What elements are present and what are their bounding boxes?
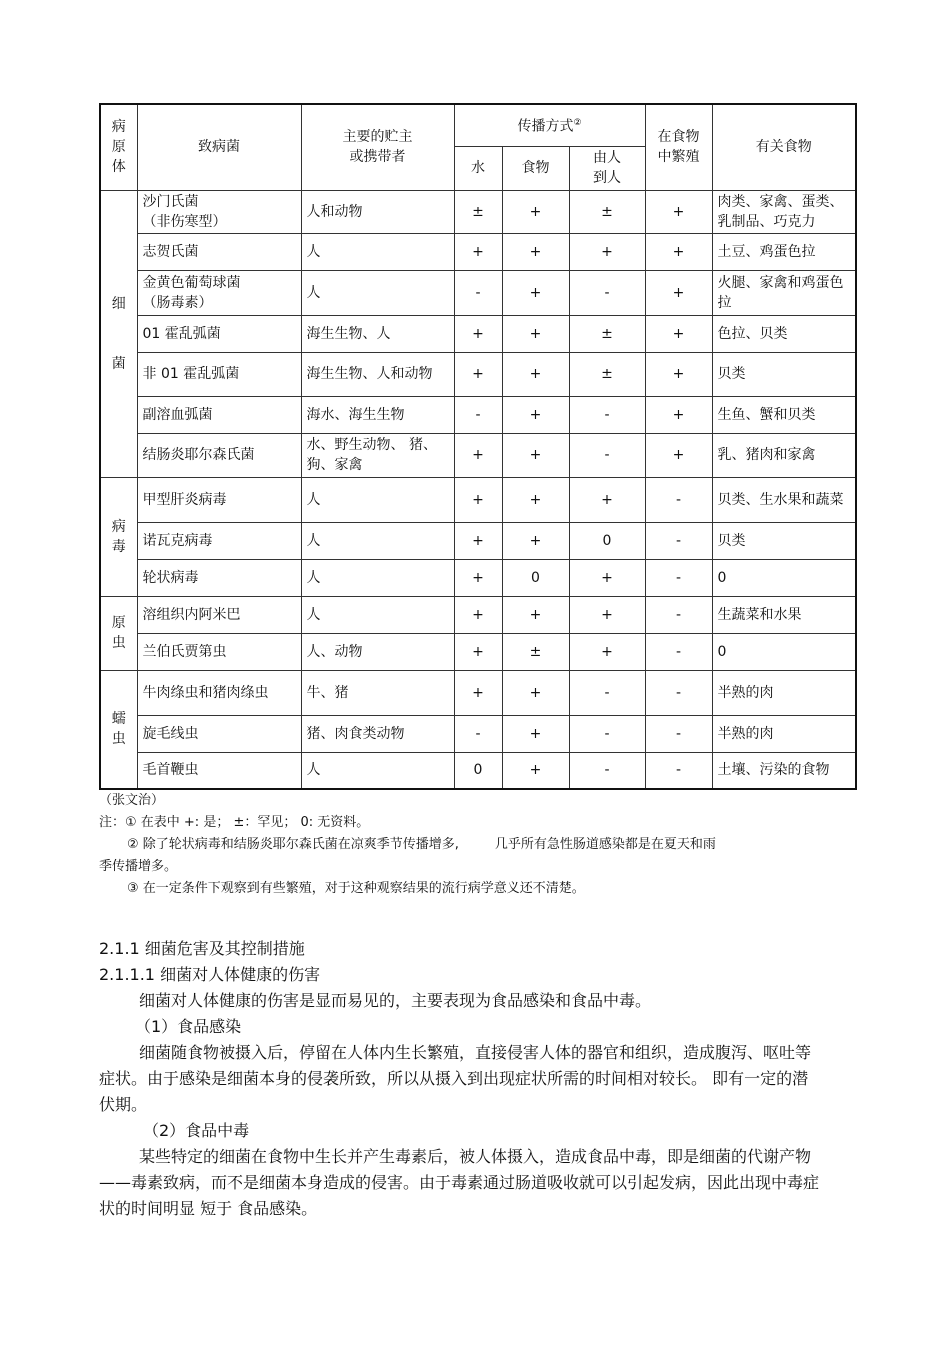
cell-growth: + xyxy=(645,315,712,352)
header-person: 由人 到人 xyxy=(569,146,645,190)
subheading-poisoning: （2）食品中毒 xyxy=(143,1121,250,1140)
cell-growth: - xyxy=(645,477,712,522)
table-row xyxy=(100,233,856,270)
table-row xyxy=(100,477,856,522)
cell-name: 志贺氏菌 xyxy=(137,233,301,270)
cell-food: + xyxy=(502,477,569,522)
cell-name: 兰伯氏贾第虫 xyxy=(137,633,301,670)
cell-foods: 半熟的肉 xyxy=(712,715,856,752)
cell-foods: 肉类、家禽、蛋类、乳制品、巧克力 xyxy=(712,190,856,233)
note-2-part-b: 几乎所有急性肠道感染都是在夏天和雨 xyxy=(494,837,716,852)
cell-food: + xyxy=(502,352,569,396)
paragraph-1: 细菌对人体健康的伤害是显而易见的，主要表现为食品感染和食品中毒。 xyxy=(139,991,652,1010)
cell-reservoir: 人 xyxy=(301,596,454,633)
source-note: （张文治） xyxy=(99,793,165,808)
table-row xyxy=(100,270,856,315)
cell-person: 0 xyxy=(569,522,645,559)
cell-food: + xyxy=(502,596,569,633)
cell-water: + xyxy=(454,633,502,670)
header-group: 病 原 体 xyxy=(100,104,137,190)
cell-foods: 半熟的肉 xyxy=(712,670,856,715)
header-pathogen: 致病菌 xyxy=(137,104,301,190)
cell-food: + xyxy=(502,715,569,752)
cell-reservoir: 人 xyxy=(301,559,454,596)
cell-growth: - xyxy=(645,596,712,633)
cell-water: + xyxy=(454,233,502,270)
paragraph-2: 细菌随食物被摄入后，停留在人体内生长繁殖，直接侵害人体的器官和组织，造成腹泻、呕吐等症状。由于感染是细菌本身的侵袭所致，所以从摄入到出现症状所需的时间相对较长。 即有一定的潜伏期。 xyxy=(99,1043,812,1114)
cell-growth: + xyxy=(645,396,712,433)
cell-growth: + xyxy=(645,433,712,477)
cell-person: + xyxy=(569,233,645,270)
cell-foods: 火腿、家禽和鸡蛋色拉 xyxy=(712,270,856,315)
cell-reservoir: 海水、海生生物 xyxy=(301,396,454,433)
note-2-continued: 季传播增多。 xyxy=(99,859,178,874)
table-row xyxy=(100,633,856,670)
header-transmission xyxy=(454,104,645,146)
cell-growth: + xyxy=(645,233,712,270)
cell-food: + xyxy=(502,315,569,352)
cell-reservoir: 水、野生动物、 猪、狗、家禽 xyxy=(301,433,454,477)
cell-person: - xyxy=(569,270,645,315)
cell-foods: 0 xyxy=(712,559,856,596)
cell-growth: - xyxy=(645,670,712,715)
cell-water: + xyxy=(454,670,502,715)
cell-water: 0 xyxy=(454,752,502,789)
cell-foods: 0 xyxy=(712,633,856,670)
table-row xyxy=(100,352,856,396)
group-label-viruses: 病 毒 xyxy=(100,477,137,596)
cell-food: + xyxy=(502,670,569,715)
cell-reservoir: 人和动物 xyxy=(301,190,454,233)
cell-growth: - xyxy=(645,522,712,559)
header-reservoir: 主要的贮主 或携带者 xyxy=(301,104,454,190)
cell-name: 非 01 霍乱弧菌 xyxy=(137,352,301,396)
cell-name: 副溶血弧菌 xyxy=(137,396,301,433)
table-row xyxy=(100,596,856,633)
cell-growth: + xyxy=(645,352,712,396)
subsection-heading: 2.1.1.1 细菌对人体健康的伤害 xyxy=(99,965,321,984)
cell-foods: 贝类、生水果和蔬菜 xyxy=(712,477,856,522)
paragraph-3: 某些特定的细菌在食物中生长并产生毒素后，被人体摄入，造成食品中毒，即是细菌的代谢产物——毒素致病，而不是细菌本身造成的侵害。由于毒素通过肠道吸收就可以引起发病，因此出现中毒症状的时间明显 短于 食品感染。 xyxy=(99,1147,820,1218)
cell-water: + xyxy=(454,522,502,559)
cell-food: + xyxy=(502,270,569,315)
cell-name: 旋毛线虫 xyxy=(137,715,301,752)
cell-growth: - xyxy=(645,559,712,596)
cell-water: + xyxy=(454,433,502,477)
table-row xyxy=(100,670,856,715)
cell-reservoir: 人 xyxy=(301,233,454,270)
cell-food: + xyxy=(502,233,569,270)
header-transmission-note: ② xyxy=(573,118,582,129)
table-row xyxy=(100,559,856,596)
cell-name: 牛肉绦虫和猪肉绦虫 xyxy=(137,670,301,715)
cell-person: - xyxy=(569,670,645,715)
cell-foods: 乳、猪肉和家禽 xyxy=(712,433,856,477)
table-row xyxy=(100,315,856,352)
cell-water: + xyxy=(454,596,502,633)
table-row xyxy=(100,522,856,559)
section-heading: 2.1.1 细菌危害及其控制措施 xyxy=(99,939,305,958)
table-row xyxy=(100,190,856,233)
pathogen-table xyxy=(99,103,857,790)
cell-reservoir: 牛、猪 xyxy=(301,670,454,715)
cell-reservoir: 海生生物、人和动物 xyxy=(301,352,454,396)
header-food: 食物 xyxy=(502,146,569,190)
table-body xyxy=(100,190,856,789)
cell-reservoir: 猪、肉食类动物 xyxy=(301,715,454,752)
cell-name: 01 霍乱弧菌 xyxy=(137,315,301,352)
header-water: 水 xyxy=(454,146,502,190)
cell-reservoir: 人 xyxy=(301,270,454,315)
group-label-helminths: 蠕 虫 xyxy=(100,670,137,789)
cell-name: 沙门氏菌 （非伤寒型） xyxy=(137,190,301,233)
cell-growth: + xyxy=(645,270,712,315)
cell-person: ± xyxy=(569,352,645,396)
cell-foods: 土豆、鸡蛋色拉 xyxy=(712,233,856,270)
cell-growth: - xyxy=(645,633,712,670)
cell-person: - xyxy=(569,752,645,789)
subheading-infection: （1）食品感染 xyxy=(135,1017,242,1036)
cell-name: 金黄色葡萄球菌 （肠毒素） xyxy=(137,270,301,315)
cell-name: 诺瓦克病毒 xyxy=(137,522,301,559)
table-row xyxy=(100,715,856,752)
cell-reservoir: 海生生物、人 xyxy=(301,315,454,352)
cell-reservoir: 人 xyxy=(301,522,454,559)
cell-food: + xyxy=(502,396,569,433)
body-text xyxy=(99,936,819,1222)
table-header xyxy=(100,104,856,190)
cell-person: + xyxy=(569,633,645,670)
cell-water: - xyxy=(454,396,502,433)
cell-water: ± xyxy=(454,190,502,233)
note-1: 注：① 在表中 +: 是； ±：罕见； 0: 无资料。 xyxy=(99,815,370,830)
table-notes xyxy=(99,790,859,900)
cell-food: + xyxy=(502,190,569,233)
cell-foods: 土壤、污染的食物 xyxy=(712,752,856,789)
header-transmission-label: 传播方式 xyxy=(517,119,574,136)
cell-foods: 贝类 xyxy=(712,522,856,559)
cell-reservoir: 人 xyxy=(301,477,454,522)
cell-growth: - xyxy=(645,752,712,789)
note-2-part-a: ② 除了轮状病毒和结肠炎耶尔森氏菌在凉爽季节传播增多, xyxy=(127,837,459,852)
group-label-protozoa: 原 虫 xyxy=(100,596,137,670)
cell-person: ± xyxy=(569,315,645,352)
cell-name: 结肠炎耶尔森氏菌 xyxy=(137,433,301,477)
cell-person: + xyxy=(569,559,645,596)
cell-person: + xyxy=(569,477,645,522)
table-row xyxy=(100,433,856,477)
table-row xyxy=(100,396,856,433)
cell-growth: + xyxy=(645,190,712,233)
cell-water: + xyxy=(454,477,502,522)
cell-foods: 生鱼、蟹和贝类 xyxy=(712,396,856,433)
cell-name: 溶组织内阿米巴 xyxy=(137,596,301,633)
cell-person: + xyxy=(569,596,645,633)
table-row xyxy=(100,752,856,789)
cell-person: ± xyxy=(569,190,645,233)
cell-reservoir: 人、动物 xyxy=(301,633,454,670)
cell-food: ± xyxy=(502,633,569,670)
cell-name: 毛首鞭虫 xyxy=(137,752,301,789)
cell-name: 甲型肝炎病毒 xyxy=(137,477,301,522)
note-2 xyxy=(99,834,859,856)
cell-person: - xyxy=(569,433,645,477)
cell-name: 轮状病毒 xyxy=(137,559,301,596)
cell-food: + xyxy=(502,522,569,559)
group-label-bacteria: 细 菌 xyxy=(100,190,137,477)
cell-foods: 色拉、贝类 xyxy=(712,315,856,352)
cell-food: + xyxy=(502,752,569,789)
cell-reservoir: 人 xyxy=(301,752,454,789)
note-3: ③ 在一定条件下观察到有些繁殖，对于这种观察结果的流行病学意义还不清楚。 xyxy=(127,881,585,896)
header-foods: 有关食物 xyxy=(712,104,856,190)
cell-water: + xyxy=(454,559,502,596)
cell-foods: 贝类 xyxy=(712,352,856,396)
cell-water: - xyxy=(454,715,502,752)
cell-water: + xyxy=(454,352,502,396)
cell-foods: 生蔬菜和水果 xyxy=(712,596,856,633)
cell-water: + xyxy=(454,315,502,352)
cell-food: 0 xyxy=(502,559,569,596)
cell-food: + xyxy=(502,433,569,477)
cell-water: - xyxy=(454,270,502,315)
cell-person: - xyxy=(569,396,645,433)
header-growth: 在食物 中繁殖 xyxy=(645,104,712,190)
cell-person: - xyxy=(569,715,645,752)
cell-growth: - xyxy=(645,715,712,752)
